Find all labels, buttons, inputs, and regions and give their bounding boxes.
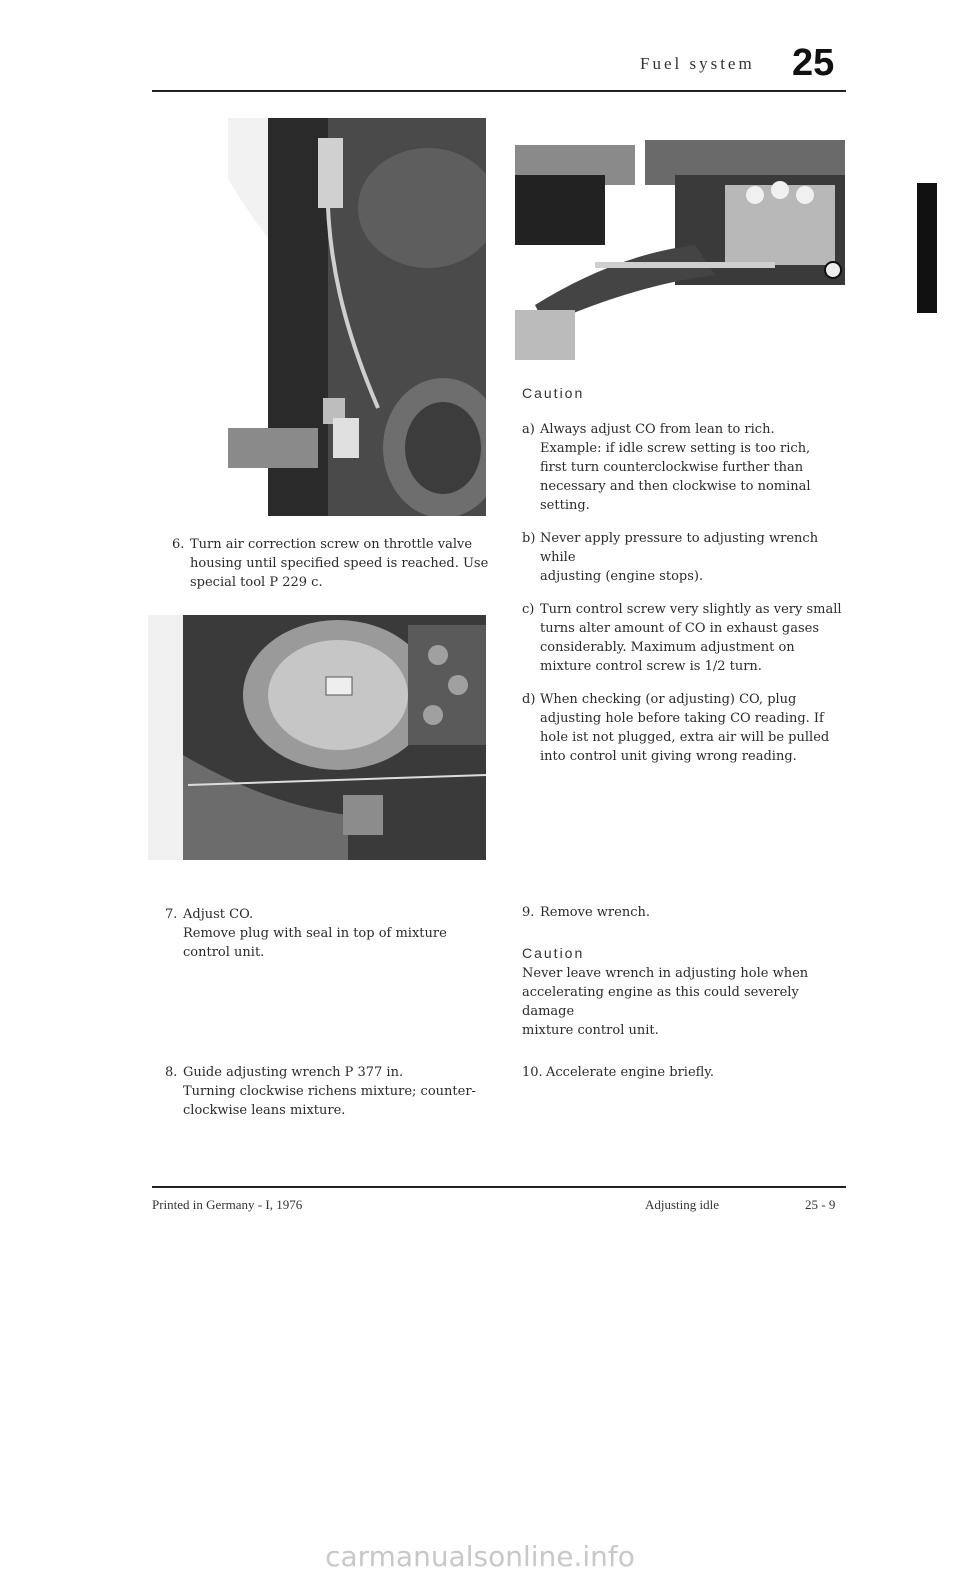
caution-line: first turn counterclockwise further than: [540, 460, 804, 475]
step-line: clockwise leans mixture.: [183, 1103, 346, 1118]
section-tab-marker: [917, 183, 937, 313]
step-line: housing until specified speed is reached. Use: [190, 556, 489, 571]
caution-item-d: [522, 690, 852, 766]
footer-printed: Printed in Germany - I, 1976: [152, 1197, 303, 1212]
caution-line: adjusting (engine stops).: [540, 569, 704, 584]
step-line: Turn air correction screw on throttle valve: [190, 537, 473, 552]
step-number: 6.: [172, 537, 185, 552]
caution-label: c): [522, 602, 535, 617]
caution-line: Never apply pressure to adjusting wrench while: [540, 531, 819, 565]
caution-2-body: [522, 964, 852, 1040]
caution-line: Example: if idle screw setting is too rich,: [540, 441, 811, 456]
step-7: [165, 905, 485, 962]
step-line: Remove plug with seal in top of mixture: [183, 926, 447, 941]
step-line: control unit.: [183, 945, 265, 960]
caution-line: hole ist not plugged, extra air will be pulled: [540, 730, 830, 745]
caution-heading: Caution: [522, 385, 585, 401]
caution-line: accelerating engine as this could severely damage: [522, 985, 799, 1019]
footer-rule: [152, 1186, 846, 1188]
step-number: 9.: [522, 905, 535, 920]
footer-subject: Adjusting idle: [645, 1197, 720, 1212]
site-watermark: carmanualsonline.info: [325, 1540, 635, 1573]
caution-line: adjusting hole before taking CO reading. If: [540, 711, 824, 726]
caution-line: Turn control screw very slightly as very small: [540, 602, 842, 617]
section-number: 25: [792, 42, 835, 84]
caution-line: necessary and then clockwise to nominal: [540, 479, 811, 494]
caution-heading-2: Caution: [522, 945, 585, 961]
header-rule: [152, 90, 846, 92]
step-9: [522, 903, 852, 922]
caution-line: When checking (or adjusting) CO, plug: [540, 692, 797, 707]
caution-label: a): [522, 422, 535, 437]
step-line: special tool P 229 c.: [190, 575, 323, 590]
step-line: Adjust CO.: [183, 907, 254, 922]
step-number: 10.: [522, 1065, 543, 1080]
caution-label: d): [522, 692, 536, 707]
step-line: Guide adjusting wrench P 377 in.: [183, 1065, 404, 1080]
caution-item-c: [522, 600, 852, 676]
section-title: Fuel system: [640, 54, 755, 73]
step-6: [172, 535, 492, 592]
step-number: 8.: [165, 1065, 178, 1080]
caution-label: b): [522, 531, 536, 546]
caution-line: Always adjust CO from lean to rich.: [540, 422, 775, 437]
step-line: Turning clockwise richens mixture; counter-: [183, 1084, 476, 1099]
step-line: Remove wrench.: [540, 905, 650, 920]
step-number: 7.: [165, 907, 178, 922]
caution-item-a: [522, 420, 852, 515]
caution-line: setting.: [540, 498, 590, 513]
caution-line: mixture control screw is 1/2 turn.: [540, 659, 762, 674]
step-line: Accelerate engine briefly.: [546, 1065, 715, 1080]
caution-line: mixture control unit.: [522, 1023, 659, 1038]
caution-item-b: [522, 529, 852, 586]
photo-adjusting-wrench: [515, 135, 845, 360]
caution-line: turns alter amount of CO in exhaust gases: [540, 621, 819, 636]
caution-list: [522, 420, 852, 766]
caution-line: into control unit giving wrong reading.: [540, 749, 797, 764]
caution-line: Never leave wrench in adjusting hole when: [522, 966, 809, 981]
photo-air-correction-screw: [228, 118, 486, 516]
caution-line: considerably. Maximum adjustment on: [540, 640, 795, 655]
step-8: [165, 1063, 485, 1120]
step-10: [522, 1063, 852, 1082]
photo-mixture-control-unit: [148, 615, 486, 860]
footer-page-number: 25 - 9: [805, 1197, 836, 1212]
